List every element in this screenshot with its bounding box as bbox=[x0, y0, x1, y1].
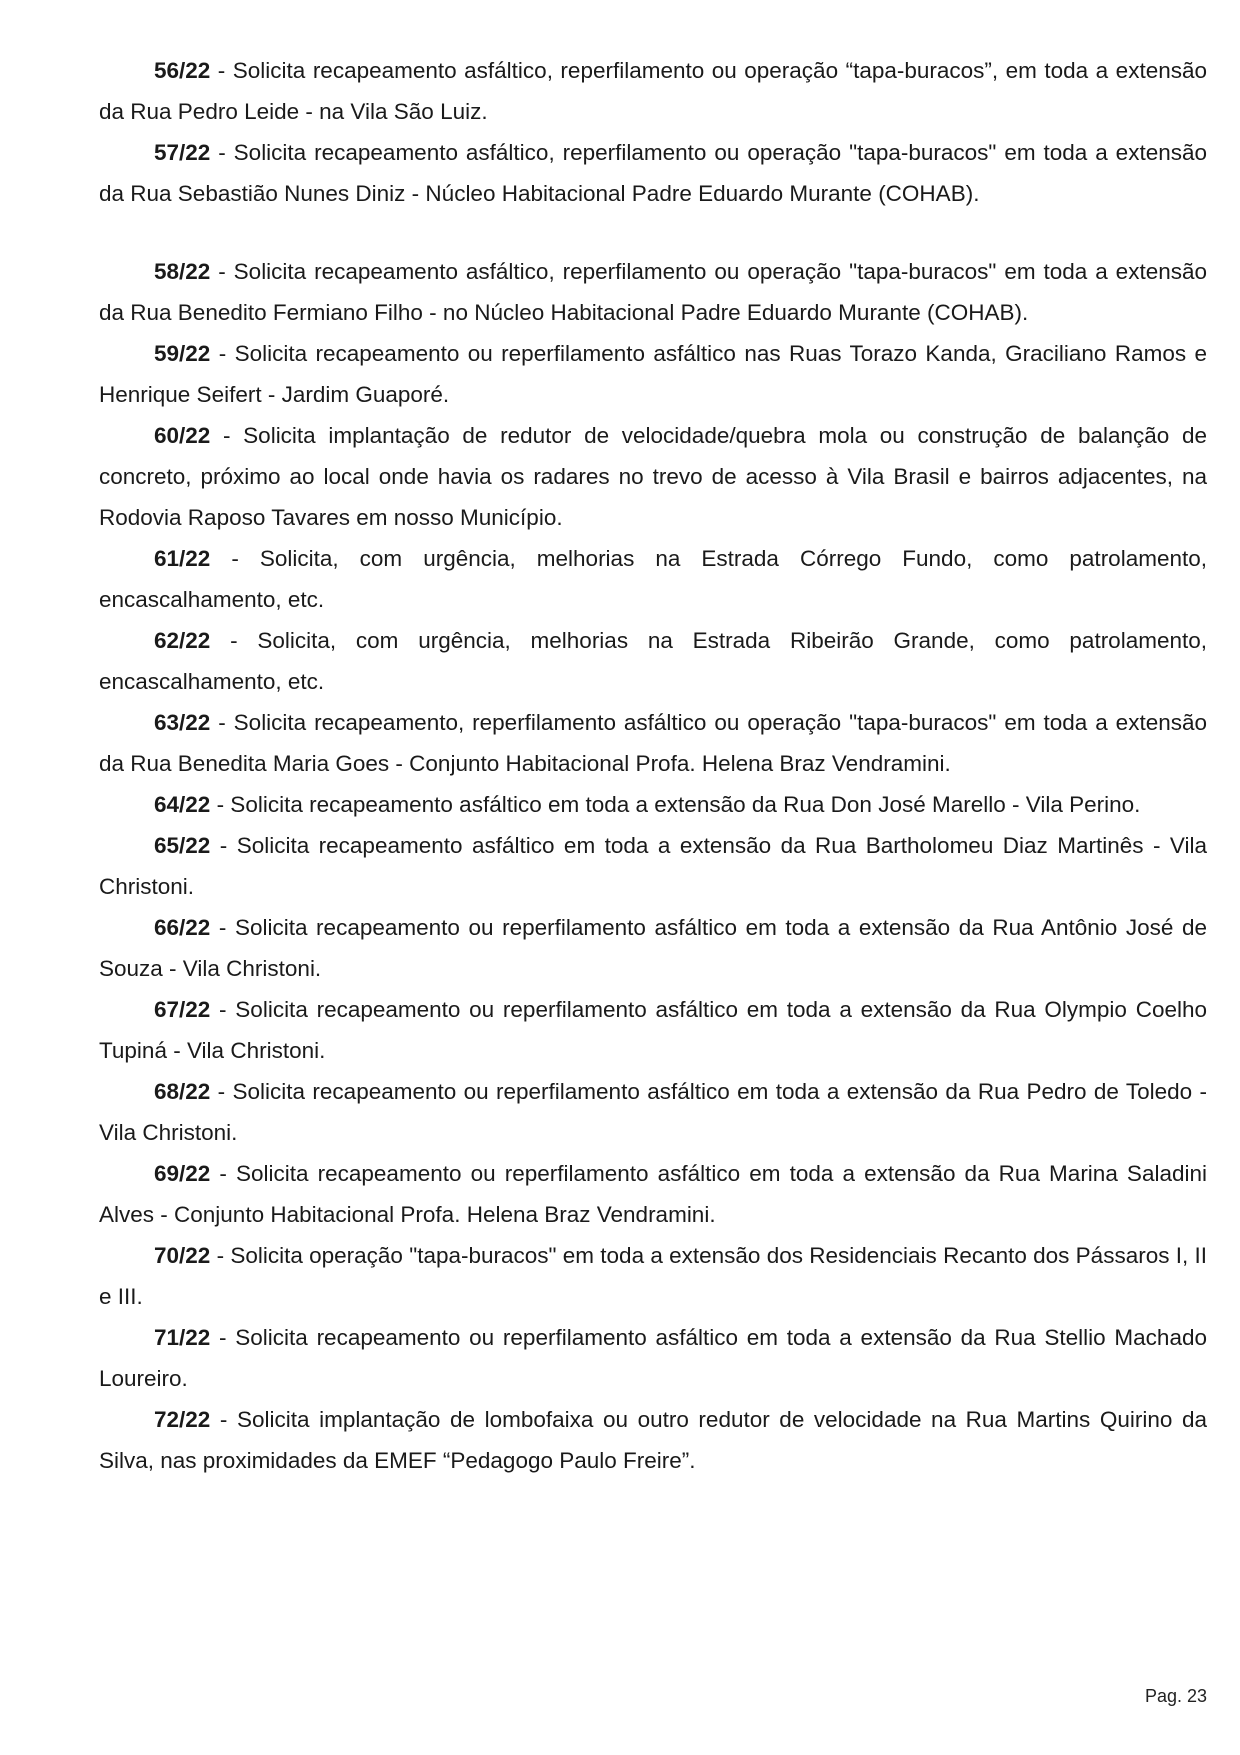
request-item-59 bbox=[99, 333, 1207, 415]
request-item-66 bbox=[99, 907, 1207, 989]
request-item-72 bbox=[99, 1399, 1207, 1481]
request-item-57 bbox=[99, 132, 1207, 214]
request-text: - Solicita recapeamento ou reperfilamento asfáltico nas Ruas Torazo Kanda, Graciliano Ramos e Henrique Seifert - Jardim Guaporé. bbox=[99, 341, 1207, 407]
request-text: - Solicita recapeamento asfáltico, reperfilamento ou operação "tapa-buracos" em toda a extensão da Rua Sebastião Nunes Diniz - Núcleo Habitacional Padre Eduardo Murante (COHAB). bbox=[99, 140, 1207, 206]
request-item-69 bbox=[99, 1153, 1207, 1235]
request-item-60 bbox=[99, 415, 1207, 538]
request-text: - Solicita recapeamento ou reperfilamento asfáltico em toda a extensão da Rua Pedro de Toledo - Vila Christoni. bbox=[99, 1079, 1207, 1145]
request-text: - Solicita implantação de redutor de velocidade/quebra mola ou construção de balanção de concreto, próximo ao local onde havia os radares no trevo de acesso à Vila Brasil e bairros adjacentes, na Rodovia Raposo Tavares em nosso Município. bbox=[99, 423, 1207, 530]
request-item-70 bbox=[99, 1235, 1207, 1317]
request-item-58 bbox=[99, 251, 1207, 333]
request-number: 61/22 bbox=[154, 546, 211, 571]
request-item-62 bbox=[99, 620, 1207, 702]
request-item-56 bbox=[99, 50, 1207, 132]
request-text: - Solicita recapeamento asfáltico em toda a extensão da Rua Bartholomeu Diaz Martinês - Vila Christoni. bbox=[99, 833, 1207, 899]
request-number: 65/22 bbox=[154, 833, 211, 858]
request-item-64 bbox=[99, 784, 1207, 825]
request-text: - Solicita recapeamento asfáltico, reperfilamento ou operação "tapa-buracos" em toda a extensão da Rua Benedito Fermiano Filho - no Núcleo Habitacional Padre Eduardo Murante (COHAB). bbox=[99, 259, 1207, 325]
request-item-61 bbox=[99, 538, 1207, 620]
request-text: - Solicita recapeamento, reperfilamento asfáltico ou operação "tapa-buracos" em toda a extensão da Rua Benedita Maria Goes - Conjunto Habitacional Profa. Helena Braz Vendramini. bbox=[99, 710, 1207, 776]
request-text: - Solicita recapeamento asfáltico, reperfilamento ou operação “tapa-buracos”, em toda a extensão da Rua Pedro Leide - na Vila São Luiz. bbox=[99, 58, 1207, 124]
request-item-63 bbox=[99, 702, 1207, 784]
request-item-65 bbox=[99, 825, 1207, 907]
request-text: - Solicita recapeamento asfáltico em toda a extensão da Rua Don José Marello - Vila Perino. bbox=[210, 792, 1141, 817]
request-text: - Solicita implantação de lombofaixa ou outro redutor de velocidade na Rua Martins Quirino da Silva, nas proximidades da EMEF “Pedagogo Paulo Freire”. bbox=[99, 1407, 1207, 1473]
request-text: - Solicita recapeamento ou reperfilamento asfáltico em toda a extensão da Rua Antônio José de Souza - Vila Christoni. bbox=[99, 915, 1207, 981]
request-number: 67/22 bbox=[154, 997, 211, 1022]
request-number: 70/22 bbox=[154, 1243, 211, 1268]
request-number: 69/22 bbox=[154, 1161, 211, 1186]
request-text: - Solicita, com urgência, melhorias na Estrada Córrego Fundo, como patrolamento, encascalhamento, etc. bbox=[99, 546, 1207, 612]
request-text: - Solicita, com urgência, melhorias na Estrada Ribeirão Grande, como patrolamento, encascalhamento, etc. bbox=[99, 628, 1207, 694]
request-number: 63/22 bbox=[154, 710, 211, 735]
request-text: - Solicita operação "tapa-buracos" em toda a extensão dos Residenciais Recanto dos Pássaros I, II e III. bbox=[99, 1243, 1207, 1309]
page-number: Pag. 23 bbox=[1144, 1686, 1207, 1706]
request-number: 59/22 bbox=[154, 341, 211, 366]
request-text: - Solicita recapeamento ou reperfilamento asfáltico em toda a extensão da Rua Marina Saladini Alves - Conjunto Habitacional Profa. Helena Braz Vendramini. bbox=[99, 1161, 1207, 1227]
request-text: - Solicita recapeamento ou reperfilamento asfáltico em toda a extensão da Rua Stellio Machado Loureiro. bbox=[99, 1325, 1207, 1391]
request-number: 62/22 bbox=[154, 628, 211, 653]
request-number: 56/22 bbox=[154, 58, 211, 83]
request-number: 71/22 bbox=[154, 1325, 211, 1350]
request-item-68 bbox=[99, 1071, 1207, 1153]
request-number: 58/22 bbox=[154, 259, 211, 284]
request-number: 60/22 bbox=[154, 423, 211, 448]
request-item-67 bbox=[99, 989, 1207, 1071]
request-number: 64/22 bbox=[154, 792, 211, 817]
request-item-71 bbox=[99, 1317, 1207, 1399]
request-number: 72/22 bbox=[154, 1407, 211, 1432]
request-number: 68/22 bbox=[154, 1079, 211, 1104]
request-number: 66/22 bbox=[154, 915, 211, 940]
request-number: 57/22 bbox=[154, 140, 211, 165]
request-text: - Solicita recapeamento ou reperfilamento asfáltico em toda a extensão da Rua Olympio Coelho Tupiná - Vila Christoni. bbox=[99, 997, 1207, 1063]
document-body bbox=[99, 50, 1207, 1481]
